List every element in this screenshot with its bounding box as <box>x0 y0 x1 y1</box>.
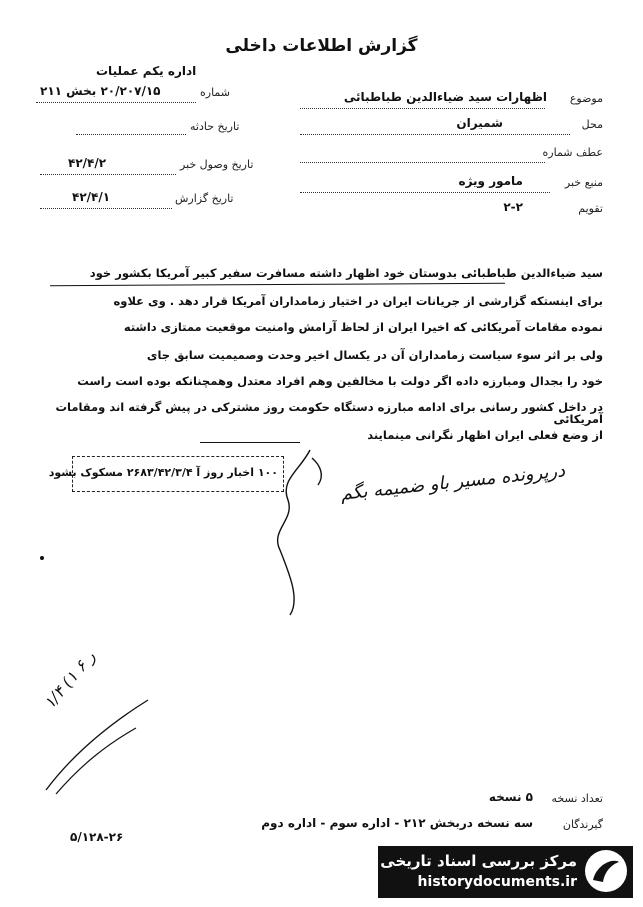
body-underline <box>50 283 505 286</box>
report-date-dotline <box>40 208 172 209</box>
body-line-7: از وضع فعلی ایران اظهار نگرانی مینمایند <box>367 428 603 442</box>
margin-note-strokes <box>36 690 156 800</box>
incident-date-label: تاریخ حادثه <box>190 120 240 133</box>
subject-label: موضوع <box>569 92 603 105</box>
place-dotline <box>300 134 570 135</box>
document-title: گزارش اطلاعات داخلی <box>225 36 418 56</box>
body-line-2: برای اینستکه گزارشی از جریانات ایران در اختیار زمامداران آمریکا قرار دهد . وی علاوه <box>113 294 603 308</box>
recipients-value: سه نسخه دربخش ۲۱۲ - اداره سوم - اداره دوم <box>261 816 533 830</box>
subject-dotline <box>300 108 545 109</box>
incident-date-dotline <box>76 134 186 135</box>
report-date-label: تاریخ گزارش <box>175 192 234 205</box>
handwritten-note: درپرونده مسیر باو ضمیمه بگم <box>339 460 566 505</box>
copies-value: ۵ نسخه <box>488 790 533 804</box>
signature-scribble <box>240 440 380 620</box>
copies-label: تعداد نسخه <box>551 792 603 805</box>
source-value: مامور ویژه <box>458 174 523 188</box>
place-value: شمیران <box>456 116 503 130</box>
body-line-6: در داخل کشور رسانی برای ادامه مبارزه دستگاه حکومت روز مشترکی در پیش گرفته اند ومقامات آمریکائی <box>55 400 603 426</box>
recipients-label: گیرندگان <box>562 818 603 831</box>
receipt-date-value: ۴۲/۴/۲ <box>68 156 107 170</box>
ink-dot <box>40 556 44 560</box>
margin-note: ۱/۴ (۱ ر ۶ <box>40 647 99 713</box>
rating-label: تقویم <box>578 202 603 215</box>
watermark-name: مرکز بررسی اسناد تاریخی <box>380 852 577 870</box>
stamp-text: ۱۰۰ اخبار روز آ ۲۶۸۳/۴۲/۳/۴ مسکوک بشود <box>48 466 278 479</box>
report-date-value: ۴۲/۴/۱ <box>72 190 111 204</box>
source-dotline <box>300 192 550 193</box>
department-label: اداره یکم عملیات <box>96 64 197 78</box>
number-value: ۲۰/۲۰۷/۱۵ بخش ۲۱۱ <box>40 84 161 98</box>
rating-value: ۲-۲ <box>503 200 523 214</box>
reference-dotline <box>300 162 545 163</box>
receipt-date-dotline <box>40 174 176 175</box>
reference-label: عطف شماره <box>542 146 603 159</box>
source-label: منبع خبر <box>564 176 603 189</box>
number-dotline <box>36 102 196 103</box>
subject-value: اظهارات سید ضیاءالدین طباطبائی <box>343 90 547 104</box>
body-line-5: خود را بجدال ومبارزه داده اگر دولت با مخالفین وهم افراد معتدل وهمچنانکه بوده است راست <box>77 374 603 388</box>
place-label: محل <box>581 118 603 131</box>
receipt-date-label: تاریخ وصول خبر <box>180 158 254 171</box>
archive-logo-icon <box>585 850 627 892</box>
watermark-url: historydocuments.ir <box>417 874 577 890</box>
document-code: ۵/۱۲۸-۲۶ <box>70 830 124 844</box>
body-line-4: ولی بر اثر سوء سیاست زمامداران آن در یکسال اخیر وحدت وصمیمیت سابق جای <box>146 348 603 362</box>
body-line-1: سید ضیاءالدین طباطبائی بدوستان خود اظهار داشته مسافرت سفیر کبیر آمریکا بکشور خود <box>89 266 603 280</box>
number-label: شماره <box>200 86 231 99</box>
body-line-3: نموده مقامات آمریکائی که اخیرا ایران از لحاظ آرامش وامنیت موقعیت ممتازی داشته <box>123 320 603 334</box>
